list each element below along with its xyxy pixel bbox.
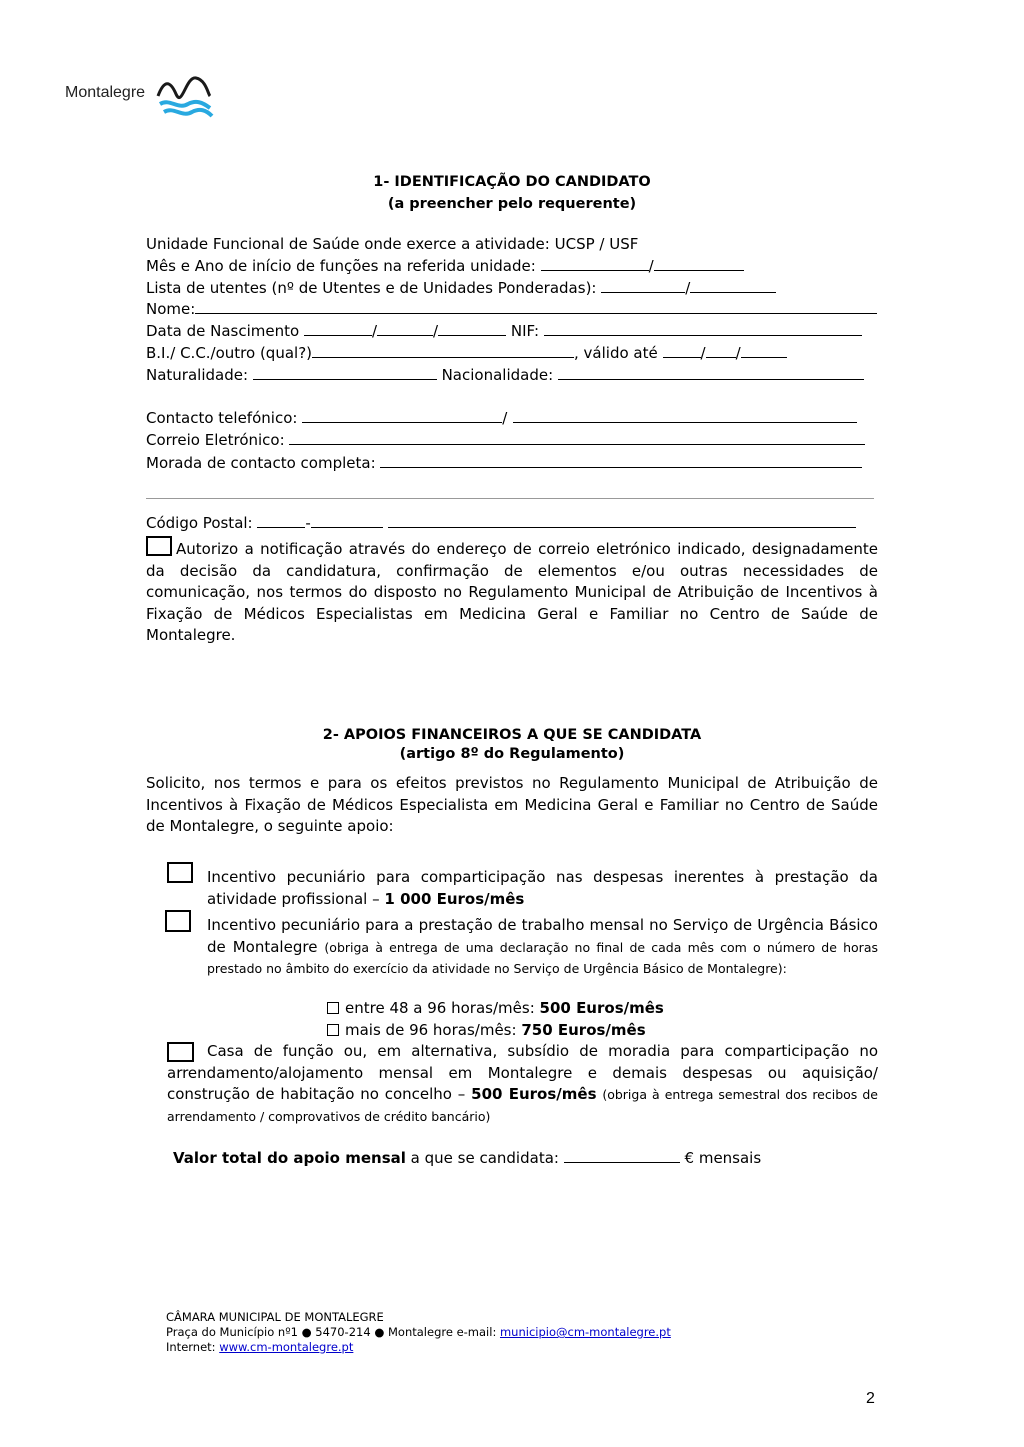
- footer-website-link[interactable]: www.cm-montalegre.pt: [219, 1340, 354, 1354]
- opt3-text: [167, 1041, 878, 1127]
- codigo-postal-label: Código Postal:: [146, 514, 253, 532]
- opt2-label: Incentivo pecuniário para a prestação de trabalho mensal no Serviço de Urgência Básico de Montalegre: [207, 916, 878, 956]
- valido-ano-field[interactable]: [741, 343, 787, 358]
- email-field[interactable]: [289, 430, 865, 445]
- opt1-text: [207, 867, 878, 910]
- localidade-field[interactable]: [388, 513, 856, 528]
- section2-intro: Solicito, nos termos e para os efeitos previstos no Regulamento Municipal de Atribuição de Incentivos à Fixação de Médicos Especialista em Medicina Geral e Familiar no Centro de Saúde de Montalegre, o seguinte apoio:: [146, 774, 878, 836]
- telefone2-field[interactable]: [513, 408, 857, 423]
- page-number: 2: [866, 1390, 875, 1407]
- ano-field[interactable]: [654, 256, 744, 271]
- nif-label: NIF:: [510, 322, 540, 340]
- data-nasc-label: Data de Nascimento: [146, 322, 300, 340]
- footer-address-line: [166, 1325, 671, 1340]
- autorizo-text: Autorizo a notificação através do endereço de correio eletrónico indicado, designadamente da decisão da candidatura, confirmação de elementos e/ou outras necessidades de comunicação, nos termos do disposto no Regulamento Municipal de Atribuição de Incentivos à Fixação de Médicos Especialistas em Medicina Geral e Familiar no Centro de Saúde de Montalegre.: [146, 540, 878, 645]
- opt3-label: Casa de função ou, em alternativa, subsídio de moradia para comparticipação no arrendamento/alojamento mensal em Montalegre e demais despesas ou aquisição/ construção de habitação no concelho –: [167, 1042, 878, 1104]
- ano-nasc-field[interactable]: [438, 321, 506, 336]
- correio-line: [146, 430, 878, 451]
- opt3-note: (obriga à entrega semestral dos recibos de arrendamento / comprovativos de crédito bancário): [167, 1087, 878, 1124]
- morada-field[interactable]: [380, 453, 862, 468]
- mes-field[interactable]: [541, 256, 649, 271]
- total-line: [173, 1148, 873, 1169]
- section2-subheading: (artigo 8º do Regulamento): [399, 746, 625, 762]
- data-nasc-line: Data de Nascimento / / NIF:: [146, 321, 878, 342]
- opt1-checkbox[interactable]: [167, 862, 193, 883]
- bi-line: B.I./ C.C./outro (qual?) , válido até / /: [146, 343, 878, 364]
- contacto-label: Contacto telefónico:: [146, 409, 298, 427]
- footer-internet-label: Internet:: [166, 1340, 216, 1354]
- nome-line: [146, 299, 878, 320]
- opt3-amount: 500 Euros/mês: [471, 1085, 597, 1104]
- opt1-amount: 1 000 Euros/mês: [384, 889, 525, 908]
- sub1-label: entre 48 a 96 horas/mês:: [345, 999, 535, 1017]
- morada-field-line2[interactable]: [146, 498, 874, 499]
- cp-field2[interactable]: [311, 513, 383, 528]
- naturalidade-line: [146, 365, 878, 386]
- utentes-field[interactable]: [601, 278, 685, 293]
- nome-field[interactable]: [195, 299, 877, 314]
- mes-nasc-field[interactable]: [377, 321, 433, 336]
- nacionalidade-field[interactable]: [558, 365, 864, 380]
- logo-text: Montalegre: [65, 84, 146, 101]
- section1-heading: 1- IDENTIFICAÇÃO DO CANDIDATO: [373, 174, 651, 190]
- naturalidade-label: Naturalidade:: [146, 366, 249, 384]
- correio-label: Correio Eletrónico:: [146, 431, 285, 449]
- telefone1-field[interactable]: [302, 408, 502, 423]
- lista-line: Lista de utentes (nº de Utentes e de Unidades Ponderadas): /: [146, 278, 878, 299]
- nif-field[interactable]: [544, 321, 862, 336]
- bi-label: B.I./ C.C./outro (qual?): [146, 344, 313, 362]
- naturalidade-field[interactable]: [253, 365, 437, 380]
- footer-org: CÂMARA MUNICIPAL DE MONTALEGRE: [166, 1310, 384, 1324]
- sub1-line: [327, 998, 827, 1019]
- total-field[interactable]: [564, 1148, 680, 1163]
- sub2-checkbox[interactable]: [327, 1024, 339, 1036]
- section1-subheading: (a preencher pelo requerente): [387, 196, 637, 212]
- morada-label: Morada de contacto completa:: [146, 454, 376, 472]
- sub2-line: [327, 1020, 827, 1041]
- montalegre-logo-icon: [156, 74, 214, 120]
- total-suffix: € mensais: [684, 1149, 762, 1167]
- total-bold: Valor total do apoio mensal: [173, 1149, 406, 1167]
- sub1-checkbox[interactable]: [327, 1002, 339, 1014]
- section2-heading: 2- APOIOS FINANCEIROS A QUE SE CANDIDATA: [322, 727, 702, 743]
- mes-ano-line: Mês e Ano de início de funções na referida unidade: /: [146, 256, 878, 277]
- total-label: a que se candidata:: [410, 1149, 559, 1167]
- unidade-label: Unidade Funcional de Saúde onde exerce a atividade: UCSP / USF: [146, 235, 639, 253]
- footer-address: Praça do Município nº1 ● 5470-214 ● Montalegre e-mail:: [166, 1325, 497, 1339]
- bi-field[interactable]: [312, 343, 574, 358]
- contacto-line: Contacto telefónico: /: [146, 408, 878, 429]
- mes-ano-label: Mês e Ano de início de funções na referida unidade:: [146, 257, 536, 275]
- valido-dia-field[interactable]: [663, 343, 701, 358]
- unidade-line: [146, 234, 878, 255]
- codigo-postal-line: Código Postal: -: [146, 513, 878, 534]
- footer-email-link[interactable]: municipio@cm-montalegre.pt: [499, 1325, 671, 1339]
- opt2-checkbox[interactable]: [165, 910, 191, 932]
- cp-field1[interactable]: [257, 513, 305, 528]
- sub1-amount: 500 Euros/mês: [539, 999, 664, 1017]
- valido-label: , válido até: [574, 344, 658, 362]
- nome-label: Nome:: [146, 300, 196, 318]
- opt2-note: (obriga à entrega de uma declaração no final de cada mês com o número de horas prestado no âmbito do exercício da atividade no Serviço de Urgência Básico de Montalegre):: [207, 939, 878, 977]
- opt1-label: Incentivo pecuniário para comparticipação nas despesas inerentes à prestação da atividade profissional –: [207, 868, 878, 908]
- valido-mes-field[interactable]: [706, 343, 736, 358]
- opt2-text: [207, 915, 878, 980]
- nacionalidade-label: Nacionalidade:: [441, 366, 554, 384]
- unidades-field[interactable]: [690, 278, 776, 293]
- morada-line: [146, 453, 878, 474]
- footer-internet-line: [166, 1340, 353, 1355]
- sub2-label: mais de 96 horas/mês:: [345, 1021, 517, 1039]
- dia-field[interactable]: [304, 321, 372, 336]
- lista-label: Lista de utentes (nº de Utentes e de Unidades Ponderadas):: [146, 279, 597, 297]
- sub2-amount: 750 Euros/mês: [521, 1021, 646, 1039]
